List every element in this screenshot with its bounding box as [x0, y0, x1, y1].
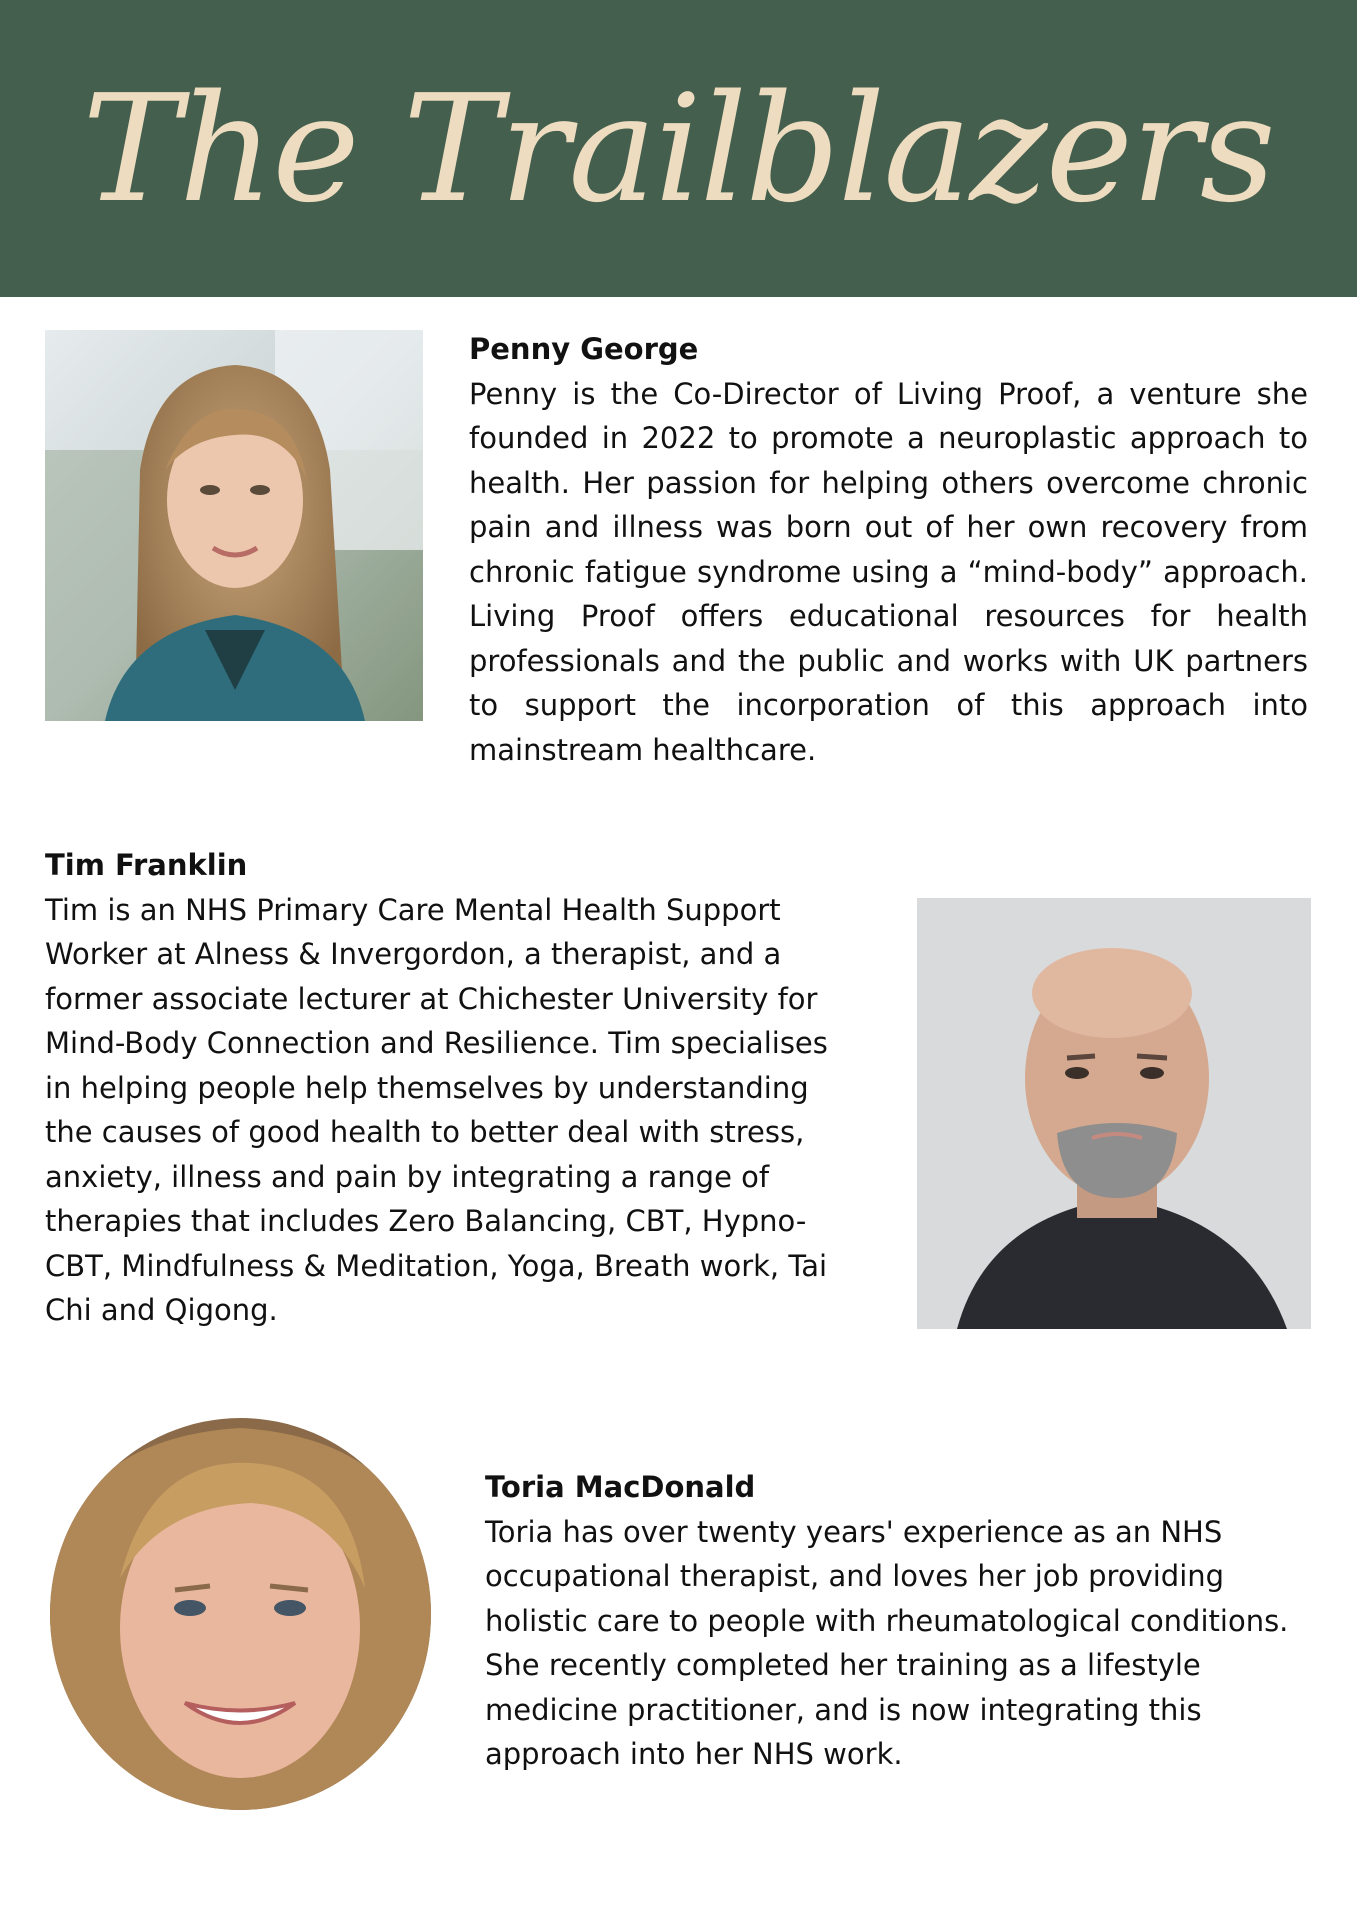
profile-toria-macdonald: [485, 1465, 1315, 1777]
title-graphic: [0, 0, 1357, 297]
page-title: The Trailblazers: [82, 63, 1274, 235]
profile-bio: Tim is an NHS Primary Care Mental Health Support Worker at Alness & Invergordon, a therapist, and a former associate lecturer at Chichester University for Mind-Body Connection and Resilience. Tim specialises in helping people help themselves by understanding the causes of good health to better deal with stress, anxiety, illness and pain by integrating a range of therapies that includes Zero Balancing, CBT, Hypno-CBT, Mindfulness & Meditation, Yoga, Breath work, Tai Chi and Qigong.: [45, 892, 828, 1327]
profile-name: Tim Franklin: [45, 848, 248, 882]
profile-bio: Toria has over twenty years' experience as an NHS occupational therapist, and loves her job providing holistic care to people with rheumatological conditions. She recently completed her training as a lifestyle medicine practitioner, and is now integrating this approach into her NHS work.: [485, 1514, 1289, 1771]
profile-penny-george: [469, 327, 1308, 772]
photo-penny-george: [45, 330, 423, 721]
profile-tim-franklin: [45, 843, 845, 1333]
profile-name: Penny George: [469, 332, 699, 366]
photo-tim-franklin: [917, 898, 1311, 1329]
header-banner: [0, 0, 1357, 297]
photo-toria-macdonald: [50, 1418, 431, 1810]
profile-name: Toria MacDonald: [485, 1470, 756, 1504]
profile-bio: Penny is the Co-Director of Living Proof, a venture she founded in 2022 to promote a neuroplastic approach to health. Her passion for helping others overcome chronic pain and illness was born out of her own recovery from chronic fatigue syndrome using a “mind-body” approach. Living Proof offers educational resources for health professionals and the public and works with UK partners to support the incorporation of this approach into mainstream healthcare.: [469, 376, 1308, 767]
